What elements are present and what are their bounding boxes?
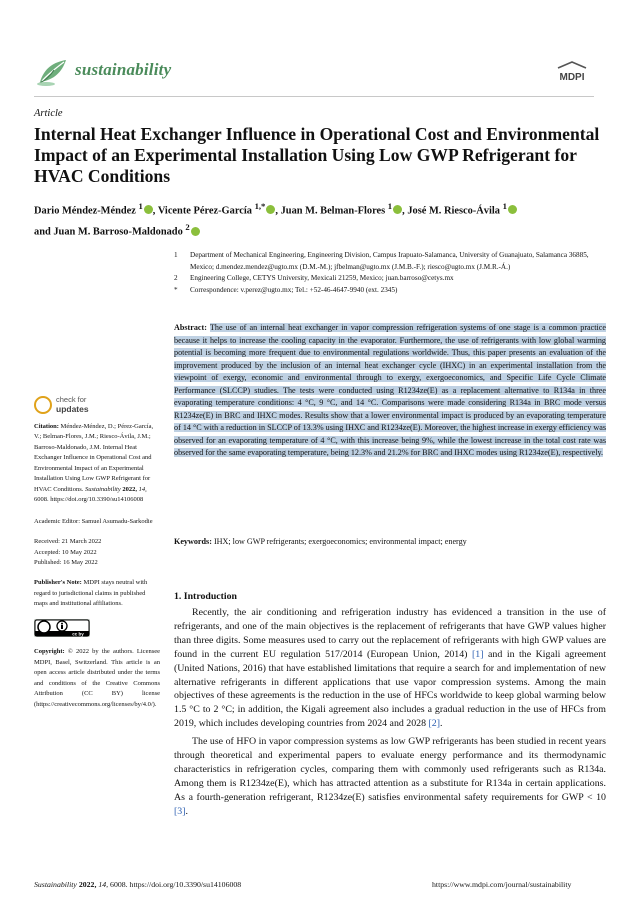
affiliation-item <box>174 250 604 273</box>
affiliation-text: Engineering College, CETYS University, Mexicali 21259, Mexico; juan.barroso@cetys.mx <box>190 274 454 283</box>
abstract-text[interactable]: The use of an internal heat exchanger in vapor compression refrigeration systems of one stage is a common practice because it helps to increase the cooling capacity in the evaporator. Furthermore, the use of refrigerants with low global warming potential is becoming more frequent due to environmental regulations worldwide. Thus, this paper presents an evaluation of the improvement produced by the inclusion of an internal heat exchanger cycle (IHXC) in an experimental installation from the viewpoint of exergy, economic and environmental through to exergy, exergoeconomics, and Specific Life Cycle Climate Performance (SLCCP) studies. The tests were conducted using R1234ze(E) as a replacement alternative to R134a in three evaporating temperature conditions: 4 °C, 9 °C, and 14 °C. Comparisons were made considering R134a in BRC mode versus R1234ze(E) in BRC and IHXC modes. Results show that a lower environmental impact is produced by an evaporating temperature of 14 °C with a reduction in SLCCP of 13.3% using IHXC and R1234ze(E). Moreover, the highest increase in exergy efficiency was observed for an evaporating temperature of 4 °C, with this increase being 9%, while the lowest increase in the total cost rate was observed for the same evaporating temperature, being 12.3% and 21.2% for BRC and IHXC modes using R1234ze(E), respectively. <box>174 323 606 458</box>
publisher-name: MDPI <box>559 72 585 83</box>
academic-editor: Academic Editor: Samuel Asumadu-Sarkodie <box>34 517 153 525</box>
citation-volume: 14, <box>138 485 147 493</box>
abstract-label: Abstract: <box>174 323 207 332</box>
paragraph <box>174 735 606 818</box>
received-date: Received: 21 March 2022 <box>34 538 102 546</box>
orcid-icon[interactable] <box>266 205 275 214</box>
author-affiliation-mark: 1 <box>502 201 507 211</box>
footer-year: 2022, <box>78 880 97 889</box>
check-for-updates-icon[interactable] <box>34 396 52 414</box>
paragraph-text: . <box>440 718 443 730</box>
check-for-updates-line1[interactable]: check for <box>56 395 87 404</box>
check-for-updates-line2[interactable]: updates <box>56 404 89 414</box>
reference-link[interactable]: [1] <box>471 648 484 660</box>
citation-year: 2022, <box>122 485 137 493</box>
published-date: Published: 16 May 2022 <box>34 558 98 566</box>
citation-text: Méndez-Méndez, D.; Pérez-García, V.; Belman-Flores, J.M.; Riesco-Ávila, J.M.; Barroso-Maldonado, J.M. Internal Heat Exchanger Influence in Operational Cost and Environmental Impact of an Experimental Installation Using Low GWP Refrigerant for HVAC Conditions. <box>34 423 154 493</box>
reference-link[interactable]: [2] <box>428 718 441 730</box>
author-name: Vicente Pérez-García <box>157 205 252 217</box>
orcid-icon[interactable] <box>144 205 153 214</box>
author-name: José M. Riesco-Ávila <box>407 205 500 217</box>
paragraph-text: Recently, the air conditioning and refrigeration industry has evidenced a transition in the use of refrigerants, and one of the main objectives is the replacement of refrigerants that have GWP values higher than three digits. Some measures used to carry out the replacement of refrigerants with high GWP values are found in the current EU regulation 517/2014 (European Union, 2014) <box>174 607 606 660</box>
footer-doi[interactable]: 6008. https://doi.org/10.3390/su14106008 <box>110 880 242 889</box>
keywords <box>174 536 606 548</box>
orcid-icon[interactable] <box>508 205 517 214</box>
accepted-date: Accepted: 10 May 2022 <box>34 548 97 556</box>
author-list: Dario Méndez-Méndez $^1$ , Vicente Pérez-García $^{1,*}$ , Juan M. Belman-Flores $^1$ , José M. Riesco-Ávila $^1$ and Juan M. Barroso-Maldonado $^2$ <box>34 198 600 241</box>
reference-link[interactable]: [3] <box>174 805 186 817</box>
affiliation-text: Department of Mechanical Engineering, Engineering Division, Campus Irapuato-Salamanca, University of Guanajuato, Salamanca 36885, Mexico; d.mendez.mendez@ugto.mx (D.M.-M.); jfbelman@ugto.mx (J.M.B.-F.); riesco@ugto.mx (J.M.R.-Á.) <box>190 251 589 271</box>
keywords-text: IHX; low GWP refrigerants; exergoeconomics; environmental impact; energy <box>213 537 467 546</box>
author-affiliation-mark: 1 <box>138 201 143 211</box>
citation-journal: Sustainability <box>85 485 121 493</box>
citation-label: Citation: <box>34 423 59 430</box>
copyright-label: Copyright: <box>34 648 65 656</box>
orcid-icon[interactable] <box>393 205 402 214</box>
paragraph-text: and in the Kigali agreement (United Nations, 2016) that have established limitations that require a search for and implementation of new alternative refrigerants in different applications that use vapor compression systems. Among the main objectives of these agreements is the reduction in the use of HFCs worldwide to keep global warming below 1.5 °C to 2 °C; in addition, the Kigali agreement also includes a gradual reduction in the use of HFCs from 2019, which includes developing countries from 2024 and 2028 <box>174 648 606 730</box>
affiliations <box>174 250 604 296</box>
paragraph-text: . <box>185 805 188 817</box>
introduction-body <box>174 606 606 819</box>
citation <box>34 422 160 506</box>
author-affiliation-mark: 1 <box>387 201 393 211</box>
paragraph <box>174 606 606 731</box>
author-name: Juan M. Barroso-Maldonado <box>53 226 183 238</box>
orcid-icon[interactable] <box>191 227 200 236</box>
journal-leaf-logo-icon <box>36 54 70 88</box>
affiliation-mark: 2 <box>174 274 178 283</box>
author-affiliation-mark: 1,* <box>254 201 266 211</box>
publisher-note <box>34 578 160 609</box>
article-title: Internal Heat Exchanger Influence in Operational Cost and Environmental Impact of an Experimental Installation Using Low GWP Refrigerant for HVAC Conditions <box>34 124 600 186</box>
author-name: Dario Méndez-Méndez <box>34 205 136 217</box>
article-sidebar <box>34 422 160 710</box>
affiliation-text: Correspondence: v.perez@ugto.mx; Tel.: +52-46-4647-9940 (ext. 2345) <box>190 285 398 294</box>
footer-volume: 14, <box>98 880 109 889</box>
abstract <box>174 322 606 460</box>
cc-by-license-icon[interactable] <box>34 619 90 637</box>
header-divider <box>34 96 594 97</box>
publication-dates <box>34 537 160 568</box>
keywords-label: Keywords: <box>174 537 212 546</box>
license-badge-text: cc by <box>72 631 84 637</box>
publisher-note-label: Publisher's Note: <box>34 579 82 587</box>
citation-doi[interactable]: 6008. https://doi.org/10.3390/su14106008 <box>34 496 144 504</box>
copyright-text: © 2022 by the authors. Licensee MDPI, Basel, Switzerland. This article is an open access article distributed under the terms and conditions of the Creative Commons Attribution (CC BY) license (https://creativecommons.org/licenses/by/4.0/). <box>34 648 160 708</box>
footer-journal-url[interactable]: https://www.mdpi.com/journal/sustainability <box>432 880 572 889</box>
journal-name: sustainability <box>75 60 172 79</box>
affiliation-item <box>174 285 604 297</box>
author-name: Juan M. Belman-Flores <box>280 205 386 217</box>
copyright <box>34 647 160 710</box>
affiliation-item <box>174 273 604 285</box>
affiliation-mark: 1 <box>174 251 178 259</box>
publisher-note-text: MDPI stays neutral with regard to jurisdictional claims in published maps and institutional affiliations. <box>34 579 148 608</box>
author-affiliation-mark: 2 <box>185 222 190 233</box>
footer-citation <box>34 880 241 889</box>
paragraph-text: The use of HFO in vapor compression systems as low GWP refrigerants has been studied in recent years through theoretical and experimental papers to evaluate energy performance and its thermodynamic characteristics in refrigeration cycles, comparing them with commonly used refrigerants such as R134a. Among them is R1234ze(E), which has attracted attention as a substitute for R134a in certain applications. As a fourth-generation refrigerant, R1234ze(E) satisfies environmental safety requirements for GWP < 10 <box>174 736 606 803</box>
article-type: Article <box>34 108 63 119</box>
affiliation-mark: * <box>174 285 178 294</box>
section-heading-introduction: 1. Introduction <box>174 591 237 602</box>
mdpi-logo-icon <box>552 58 592 86</box>
footer-journal: Sustainability <box>34 880 77 889</box>
